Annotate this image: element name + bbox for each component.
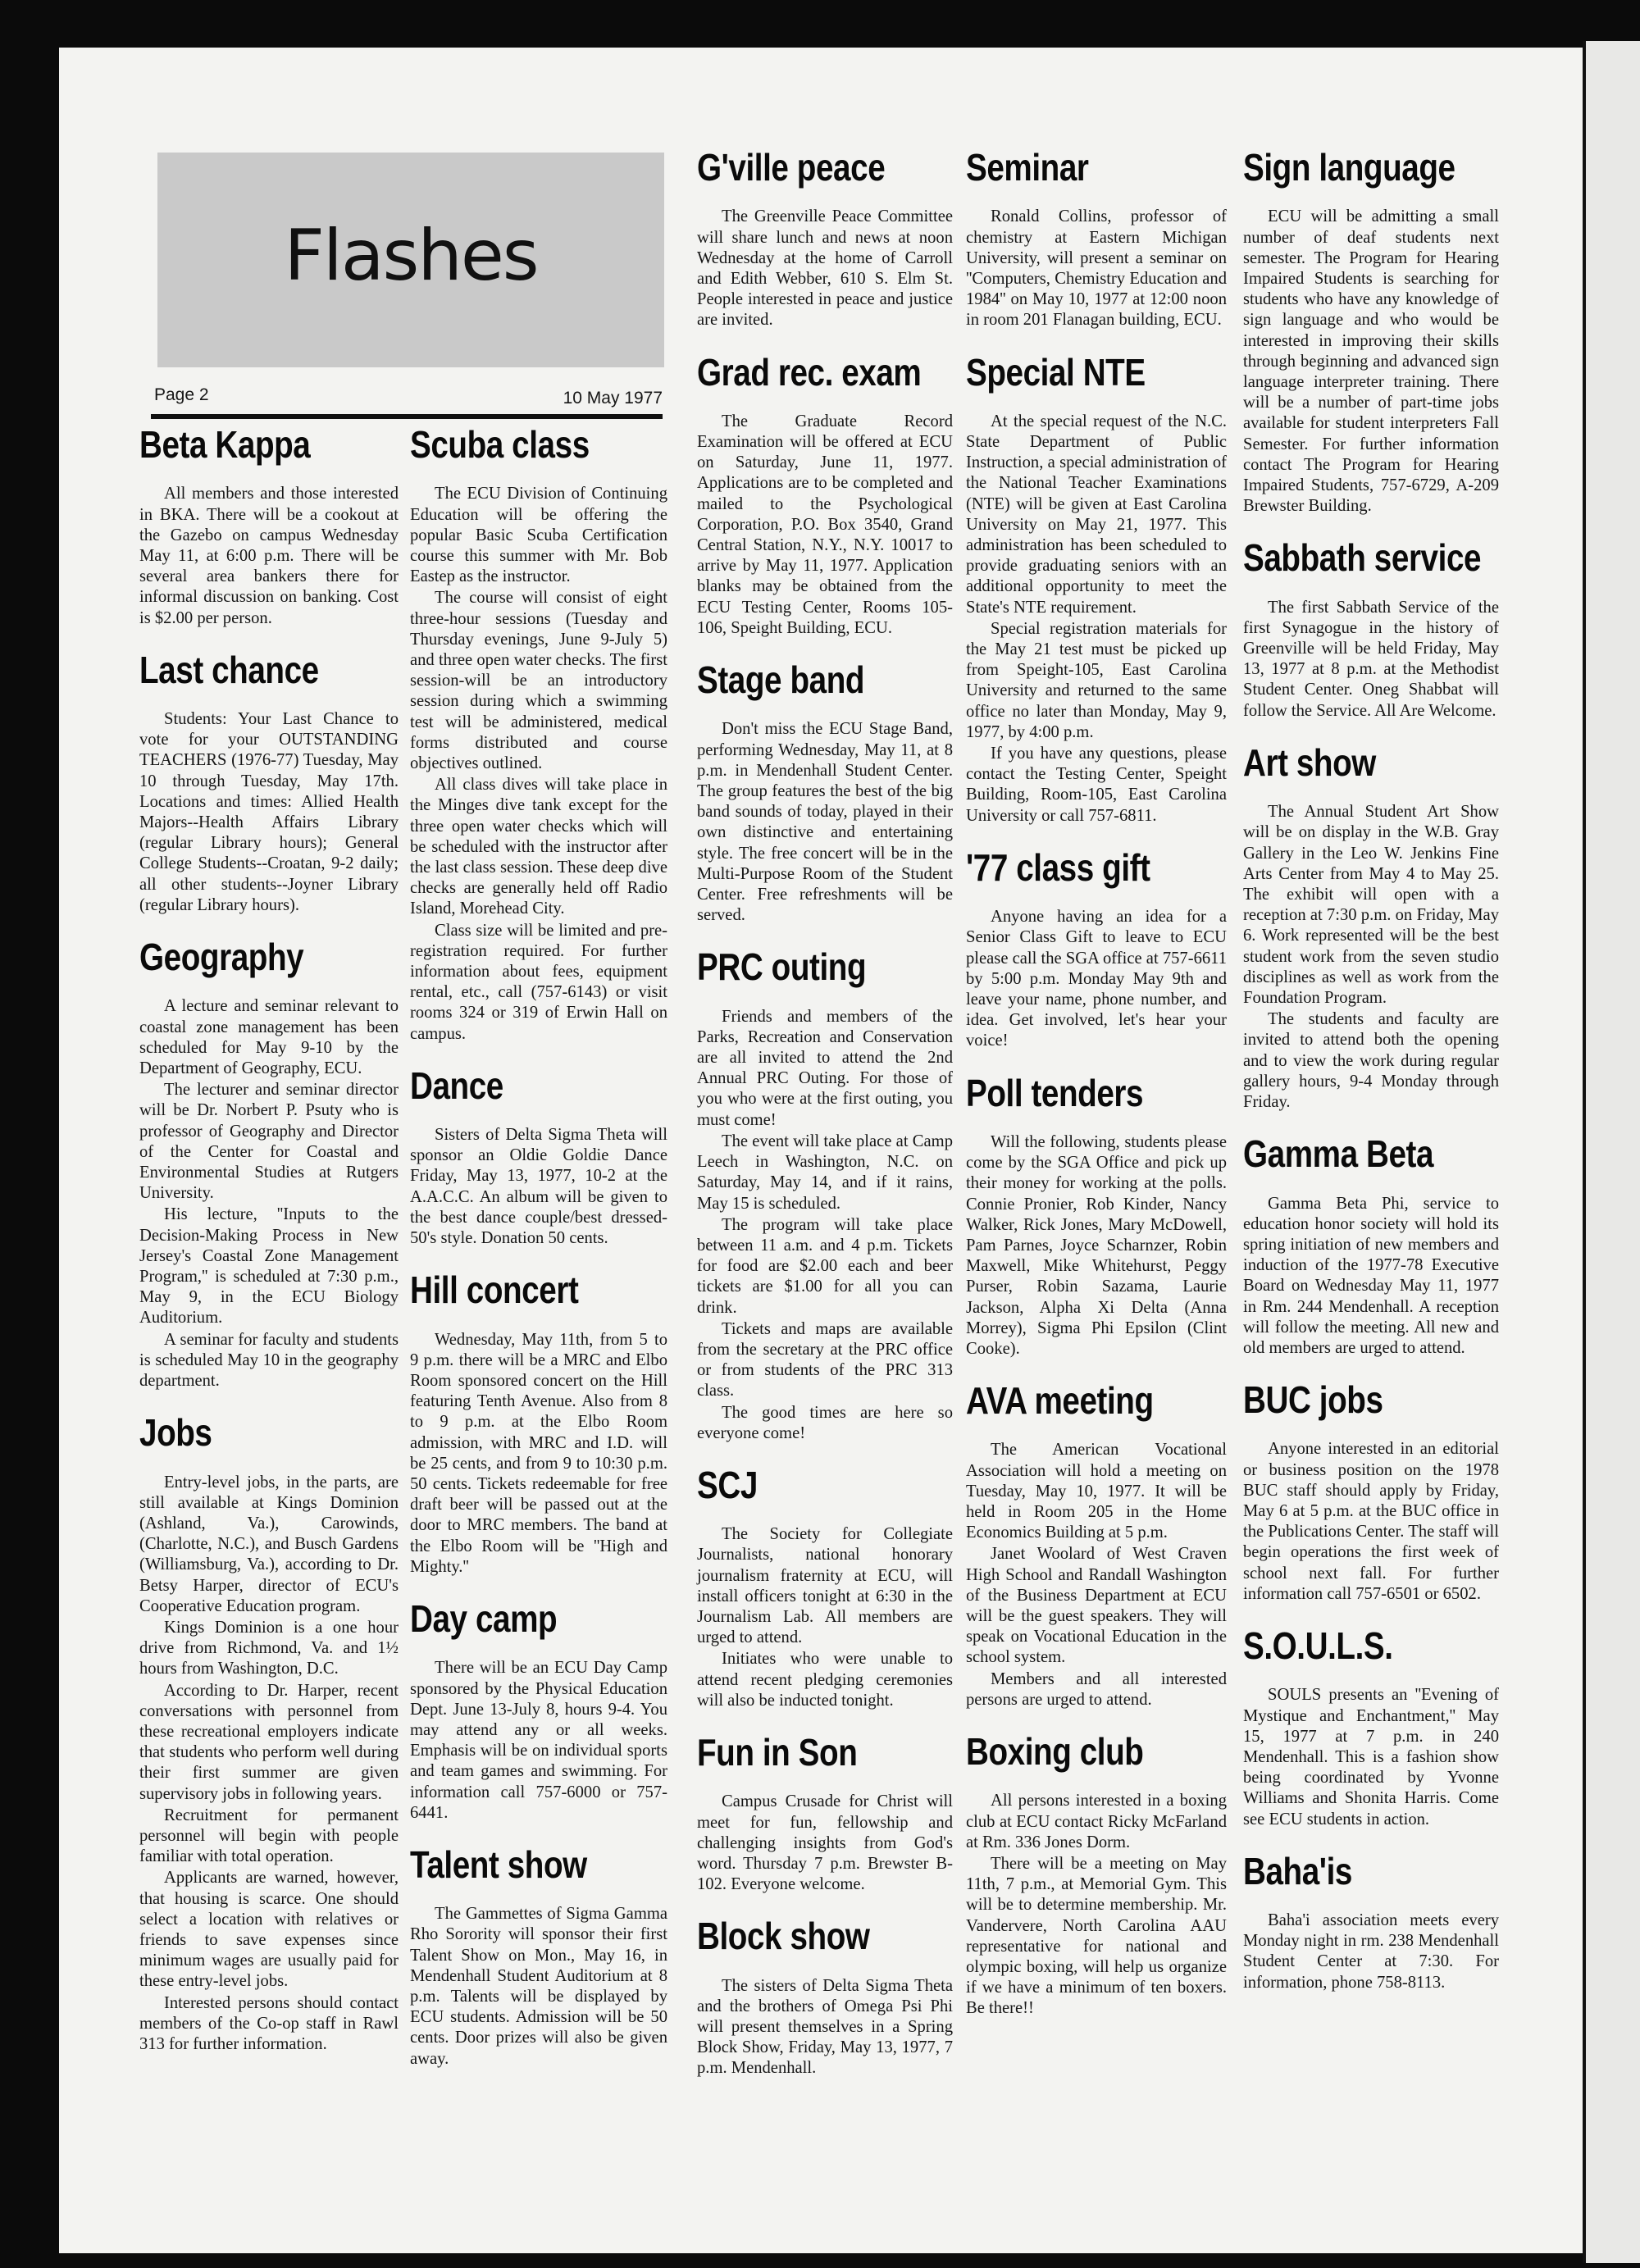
article-paragraph: SOULS presents an ''Evening of Mystique and Enchantment,'' May 15, 1977 at 7 p.m. in 240 Mendenhall. This is a fashion show being coordinated by Yvonne Williams and Shonita Harris. Come see ECU students in action.: [1243, 1686, 1499, 1829]
article-headline: Sabbath service: [1243, 536, 1482, 580]
masthead-banner: [157, 153, 664, 367]
article-art-show: [1243, 740, 1499, 1113]
article-headline: Talent show: [410, 1842, 587, 1886]
article-headline: Art show: [1243, 740, 1376, 784]
article-paragraph: The course will consist of eight three-hour sessions (Tuesday and Thursday evenings, June 9-July 5) and three open water checks. The first session-will be an introductory session during which a swimming test will be administered, medical forms distributed and course objectives outlined.: [410, 589, 667, 772]
article-block-show: [697, 1916, 953, 2079]
article-stage-band: [697, 660, 953, 926]
article-poll-tenders: [966, 1073, 1227, 1360]
article-dance: [410, 1063, 667, 1250]
article-body: [139, 709, 399, 916]
article-headline: G'ville peace: [697, 146, 886, 189]
article-headline: Grad rec. exam: [697, 350, 922, 394]
article-headline: '77 class gift: [966, 845, 1150, 889]
article-headline: Sign language: [1243, 146, 1456, 189]
article-paragraph: The lecturer and seminar director will be Dr. Norbert P. Psuty who is professor of Geography and Director of the Center for Coastal and Environmental Studies at Rutgers University.: [139, 1081, 399, 1203]
article-paragraph: According to Dr. Harper, recent conversations with personnel from these recreational employers indicate that students who perform well during their first summer are given supervisory jobs in following years.: [139, 1681, 399, 1803]
article-headline: S.O.U.L.S.: [1243, 1624, 1393, 1668]
article-body: [697, 1976, 953, 2079]
article-paragraph: The students and faculty are invited to attend both the opening and to view the work during regular gallery hours, 9-4 Monday through Friday.: [1243, 1010, 1499, 1111]
article-body: [966, 907, 1227, 1051]
article-headline: Dance: [410, 1063, 503, 1107]
article-headline: Scuba class: [410, 423, 590, 466]
article-body: [697, 1524, 953, 1711]
article-geography: [139, 937, 399, 1391]
column-5: [1243, 148, 1499, 2015]
article-jobs: [139, 1413, 399, 2055]
article-body: [697, 207, 953, 330]
article-body: [410, 1904, 667, 2070]
article-body: [1243, 1685, 1499, 1829]
article-grad-rec-exam: [697, 350, 953, 640]
article-headline: Baha'is: [1243, 1849, 1352, 1892]
article-headline: Last chance: [139, 648, 319, 691]
article-paragraph: A seminar for faculty and students is scheduled May 10 in the geography department.: [139, 1330, 399, 1390]
article-souls: [1243, 1626, 1499, 1830]
article-paragraph: The American Vocational Association will hold a meeting on Tuesday, May 10, 1977. It will be held in Room 205 in the Home Economics Building at 5 p.m.: [966, 1441, 1227, 1542]
article-paragraph: Special registration materials for the May 21 test must be picked up from Speight-105, East Carolina University and returned to the same office no later than Monday, May 9, 1977, by 4:00 p.m.: [966, 619, 1227, 741]
column-2: [410, 425, 667, 2091]
article-body: [697, 412, 953, 639]
article-paragraph: The ECU Division of Continuing Education will be offering the popular Basic Scuba Certification course this summer with Mr. Bob Eastep as the instructor.: [410, 485, 667, 586]
article-paragraph: Kings Dominion is a one hour drive from Richmond, Va. and 1½ hours from Washington, D.C.: [139, 1618, 399, 1678]
article-headline: Hill concert: [410, 1268, 579, 1312]
article-beta-kappa: [139, 425, 399, 629]
article-paragraph: Applicants are warned, however, that housing is scarce. One should select a location with relatives or friends to save expenses since minimum wages are usually paid for these entry-level jobs.: [139, 1869, 399, 1991]
adjacent-page-edge: [1584, 41, 1640, 2263]
article-paragraph: Friends and members of the Parks, Recreation and Conservation are all invited to attend the 2nd Annual PRC Outing. For those of you who were at the first outing, you must come!: [697, 1007, 953, 1129]
article-paragraph: Ronald Collins, professor of chemistry at Eastern Michigan University, will present a seminar on ''Computers, Chemistry Education and 1984'' on May 10, 1977 at 12:00 noon in room 201 Flanagan building, ECU.: [966, 207, 1227, 330]
article-paragraph: The first Sabbath Service of the first Synagogue in the history of Greenville will be held Friday, May 13, 1977 at 8 p.m. at the Methodist Student Center. Oneg Shabbat will follow the Service. All Are Welcome.: [1243, 598, 1499, 720]
article-paragraph: A lecture and seminar relevant to coastal zone management has been scheduled for May 9-10 by the Department of Geography, ECU.: [139, 997, 399, 1077]
article-body: [139, 996, 399, 1391]
article-paragraph: There will be a meeting on May 11th, 7 p.m., at Memorial Gym. This will be to determine membership. Mr. Vandervere, North Carolina AAU representative for national and olympic boxing, will help us organize if we have a minimum of ten boxers. Be there!!: [966, 1854, 1227, 2018]
article-headline: Block show: [697, 1915, 870, 1958]
article-body: [410, 1330, 667, 1578]
article-paragraph: Gamma Beta Phi, service to education honor society will hold its spring initiation of new members and induction of the 1977-78 Executive Board on Wednesday May 11, 1977 in Rm. 244 Mendenhall. A reception will follow the meeting. All new and old members are urged to attend.: [1243, 1194, 1499, 1357]
article-paragraph: Tickets and maps are available from the secretary at the PRC office or from students of the PRC 313 class.: [697, 1319, 953, 1400]
article-talent-show: [410, 1842, 667, 2070]
article-body: [139, 484, 399, 628]
column-4: [966, 148, 1227, 2041]
article-body: [410, 484, 667, 1044]
article-paragraph: The program will take place between 11 a.m. and 4 p.m. Tickets for food are $2.00 each and beer tickets are $1.00 for all you can drink.: [697, 1215, 953, 1317]
article-body: [1243, 598, 1499, 722]
article-headline: Gamma Beta: [1243, 1132, 1434, 1176]
article-paragraph: His lecture, ''Inputs to the Decision-Making Process in New Jersey's Coastal Zone Management Program,'' is scheduled at 7:30 p.m., May 9, in the ECU Biology Auditorium.: [139, 1205, 399, 1328]
article-paragraph: The Society for Collegiate Journalists, national honorary journalism fraternity at ECU, will install officers tonight at 6:30 in the Journalism Lab. All members are urged to attend.: [697, 1525, 953, 1647]
article-paragraph: Baha'i association meets every Monday night in rm. 238 Mendenhall Student Center at 7:30. For information, phone 758-8113.: [1243, 1911, 1499, 1992]
article-buc-jobs: [1243, 1380, 1499, 1605]
article-headline: AVA meeting: [966, 1379, 1154, 1423]
article-body: [966, 207, 1227, 330]
article-paragraph: Campus Crusade for Christ will meet for fun, fellowship and challenging insights from God's word. Thursday 7 p.m. Brewster B-102. Everyone welcome.: [697, 1792, 953, 1894]
article-gville-peace: [697, 148, 953, 331]
article-body: [1243, 1439, 1499, 1605]
section-title: Flashes: [284, 215, 538, 297]
column-3: [697, 148, 953, 2101]
article-headline: Stage band: [697, 658, 865, 702]
article-paragraph: The event will take place at Camp Leech in Washington, N.C. on Saturday, May 14, and if it rains, May 15 is scheduled.: [697, 1132, 953, 1213]
article-paragraph: If you have any questions, please contact the Testing Center, Speight Building, Room-105, East Carolina University or call 757-6811.: [966, 745, 1227, 825]
article-body: [1243, 207, 1499, 517]
article-paragraph: All class dives will take place in the Minges dive tank except for the three open water checks which will be scheduled with the instructor after the last class session. These deep dive checks are generally held off Radio Island, Morehead City.: [410, 776, 667, 918]
article-body: [697, 719, 953, 926]
article-paragraph: Students: Your Last Chance to vote for your OUTSTANDING TEACHERS (1976-77) Tuesday, May 10 through Tuesday, May 17th. Locations and times: Allied Health Majors--Health Affairs Library (regular Library hours); General College Students--Croatan, 9-2 daily; all other students--Joyner Library (regular Library hours).: [139, 710, 399, 914]
article-paragraph: The Annual Student Art Show will be on display in the W.B. Gray Gallery in the Leo W. Jenkins Fine Arts Center from May 4 to May 25. The exhibit will open with a reception at 7:30 p.m. on Friday, May 6. Work represented will be the best student work from the seven studio disciplines as well as work from the Foundation Program.: [1243, 803, 1499, 1007]
article-paragraph: The Graduate Record Examination will be offered at ECU on Saturday, June 11, 1977. Applications are to be completed and mailed to the Psychological Corporation, P.O. Box 3540, Grand Central Station, N.Y., N.Y. 10017 to arrive by May 11, 1977. Application blanks may be obtained from the ECU Testing Center, Rooms 105-106, Speight Building, ECU.: [697, 412, 953, 637]
article-body: [1243, 802, 1499, 1113]
article-paragraph: Sisters of Delta Sigma Theta will sponsor an Oldie Goldie Dance Friday, May 13, 1977, 10-2 at the A.A.C.C. An album will be given to the best dance couple/best dressed-50's style. Donation 50 cents.: [410, 1126, 667, 1248]
article-headline: Geography: [139, 936, 304, 979]
page-number: Page 2: [154, 385, 209, 404]
article-paragraph: The Greenville Peace Committee will share lunch and news at noon Wednesday at the home of Carroll and Edith Webber, 610 S. Elm St. People interested in peace and justice are invited.: [697, 207, 953, 330]
article-class-gift: [966, 845, 1227, 1052]
article-paragraph: The good times are here so everyone come!: [697, 1403, 953, 1442]
article-paragraph: Wednesday, May 11th, from 5 to 9 p.m. there will be a MRC and Elbo Room sponsored concert on the Hill featuring Tenth Avenue. Also from 8 to 9 p.m. at the Elbo Room admission, with MRC and I.D. will be 25 cents, and from 9 to 10:30 p.m. 50 cents. Tickets redeemable for free draft beer will be passed out at the door to MRC members. The band at the Elbo Room will be ''High and Mighty.'': [410, 1330, 667, 1576]
article-paragraph: ECU will be admitting a small number of deaf students next semester. The Program for Hearing Impaired Students is searching for students who have any knowledge of sign language and who would be interested in improving their skills through beginning and advanced sign language interpreter training. There will be a number of part-time jobs available for student interpreters Fall Semester. For further information contact The Program for Hearing Impaired Students, 757-6729, A-209 Brewster Building.: [1243, 207, 1499, 516]
article-headline: Special NTE: [966, 350, 1146, 394]
article-paragraph: Anyone interested in an editorial or business position on the 1978 BUC staff should apply by Friday, May 6 at 5 p.m. at the BUC office in the Publications Center. The staff will begin operations the first week of school next fall. For further information call 757-6501 or 6502.: [1243, 1440, 1499, 1603]
article-paragraph: Will the following, students please come by the SGA Office and pick up their money for working at the polls. Connie Pronier, Rob Kinder, Nancy Walker, Rick Jones, Mary McDowell, Pam Parnes, Joyce Scharnzer, Robin Maxwell, Mike Whitehurst, Peggy Purser, Robin Sazama, Laurie Jackson, Alpha Xi Delta (Anna Morrey), Sigma Phi Epsilon (Clint Cooke).: [966, 1132, 1227, 1358]
article-paragraph: There will be an ECU Day Camp sponsored by the Physical Education Dept. June 13-July 8, hours 9-4. You may attend any or all weeks. Emphasis will be on individual sports and team games and swimming. For information call 757-6000 or 757-6441.: [410, 1659, 667, 1822]
article-headline: Boxing club: [966, 1730, 1144, 1774]
article-body: [966, 1791, 1227, 2019]
article-body: [1243, 1910, 1499, 1993]
article-fun-in-son: [697, 1733, 953, 1895]
article-day-camp: [410, 1599, 667, 1824]
article-paragraph: Entry-level jobs, in the parts, are still available at Kings Dominion (Ashland, Va.), Carowinds, (Charlotte, N.C.), and Busch Gardens (Williamsburg, Va.), according to Dr. Betsy Harper, director of ECU's Cooperative Education program.: [139, 1473, 399, 1615]
article-body: [139, 1473, 399, 2056]
article-scuba-class: [410, 425, 667, 1045]
article-headline: BUC jobs: [1243, 1378, 1383, 1422]
article-seminar: [966, 148, 1227, 331]
article-body: [697, 1792, 953, 1895]
article-paragraph: Members and all interested persons are urged to attend.: [966, 1669, 1227, 1709]
article-paragraph: The sisters of Delta Sigma Theta and the brothers of Omega Psi Phi will present themselves in a Spring Block Show, Friday, May 13, 1977, 7 p.m. Mendenhall.: [697, 1976, 953, 2078]
article-paragraph: The Gammettes of Sigma Gamma Rho Sorority will sponsor their first Talent Show on Mon., May 16, in Mendenhall Student Auditorium at 8 p.m. Talents will be displayed by ECU students. Admission will be 50 cents. Door prizes will also be given away.: [410, 1905, 667, 2068]
article-body: [697, 1007, 953, 1444]
article-ava-meeting: [966, 1381, 1227, 1710]
article-headline: Poll tenders: [966, 1071, 1144, 1114]
article-paragraph: Janet Woolard of West Craven High School and Randall Washington of the Business Department at ECU will be the guest speakers. They will speak on Vocational Education in the school system.: [966, 1545, 1227, 1667]
article-prc-outing: [697, 947, 953, 1444]
masthead-rule: [151, 414, 663, 419]
issue-date: 10 May 1977: [563, 389, 663, 408]
article-paragraph: Don't miss the ECU Stage Band, performing Wednesday, May 11, at 8 p.m. in Mendenhall Student Center. The group features the best of the big band sounds of today, played in their own distinctive and entertaining style. The free concert will be in the Multi-Purpose Room of the Student Center. Free refreshments will be served.: [697, 720, 953, 925]
article-body: [410, 1658, 667, 1824]
article-body: [966, 1132, 1227, 1359]
page-fold-shadow: [1583, 41, 1586, 2263]
article-paragraph: Class size will be limited and pre-registration required. For further information about fees, equipment rental, etc., call (757-6143) or visit rooms 324 or 319 of Erwin Hall on campus.: [410, 921, 667, 1043]
article-gamma-beta: [1243, 1134, 1499, 1359]
article-paragraph: All persons interested in a boxing club at ECU contact Ricky McFarland at Rm. 336 Jones Dorm.: [966, 1792, 1227, 1851]
article-paragraph: Interested persons should contact members of the Co-op staff in Rawl 313 for further information.: [139, 1993, 399, 2053]
article-headline: Jobs: [139, 1411, 212, 1455]
article-headline: SCJ: [697, 1463, 758, 1506]
article-paragraph: Initiates who were unable to attend recent pledging ceremonies will also be inducted tonight.: [697, 1650, 953, 1710]
article-headline: Seminar: [966, 146, 1089, 189]
article-headline: Beta Kappa: [139, 423, 311, 466]
article-paragraph: Recruitment for permanent personnel will begin with people familiar with total operation.: [139, 1806, 399, 1866]
article-scj: [697, 1465, 953, 1711]
article-body: [1243, 1194, 1499, 1359]
article-sign-language: [1243, 148, 1499, 517]
article-sabbath-service: [1243, 538, 1499, 722]
article-headline: Fun in Son: [697, 1731, 858, 1774]
article-body: [410, 1125, 667, 1249]
article-hill-concert: [410, 1270, 667, 1578]
article-headline: Day camp: [410, 1597, 558, 1641]
article-paragraph: Anyone having an idea for a Senior Class Gift to leave to ECU please call the SGA office at 757-6611 by 5:00 p.m. Monday May 9th and leave your name, phone number, and idea. Get involved, let's hear your voice!: [966, 908, 1227, 1050]
article-paragraph: All members and those interested in BKA. There will be a cookout at the Gazebo on campus Wednesday May 11, at 6:00 p.m. There will be several area bankers there for informal discussion on banking. Cost is $2.00 per person.: [139, 485, 399, 627]
article-paragraph: At the special request of the N.C. State Department of Public Instruction, a special administration of the National Teacher Examinations (NTE) will be given at East Carolina University on May 21, 1977. This administration has been scheduled to provide graduating seniors with an additional opportunity to meet the State's NTE requirement.: [966, 412, 1227, 617]
column-1: [139, 425, 399, 2076]
article-last-chance: [139, 650, 399, 916]
article-body: [966, 1440, 1227, 1710]
article-body: [966, 412, 1227, 827]
article-headline: PRC outing: [697, 945, 867, 989]
article-boxing-club: [966, 1732, 1227, 2020]
article-special-nte: [966, 350, 1227, 827]
article-bahais: [1243, 1851, 1499, 1993]
